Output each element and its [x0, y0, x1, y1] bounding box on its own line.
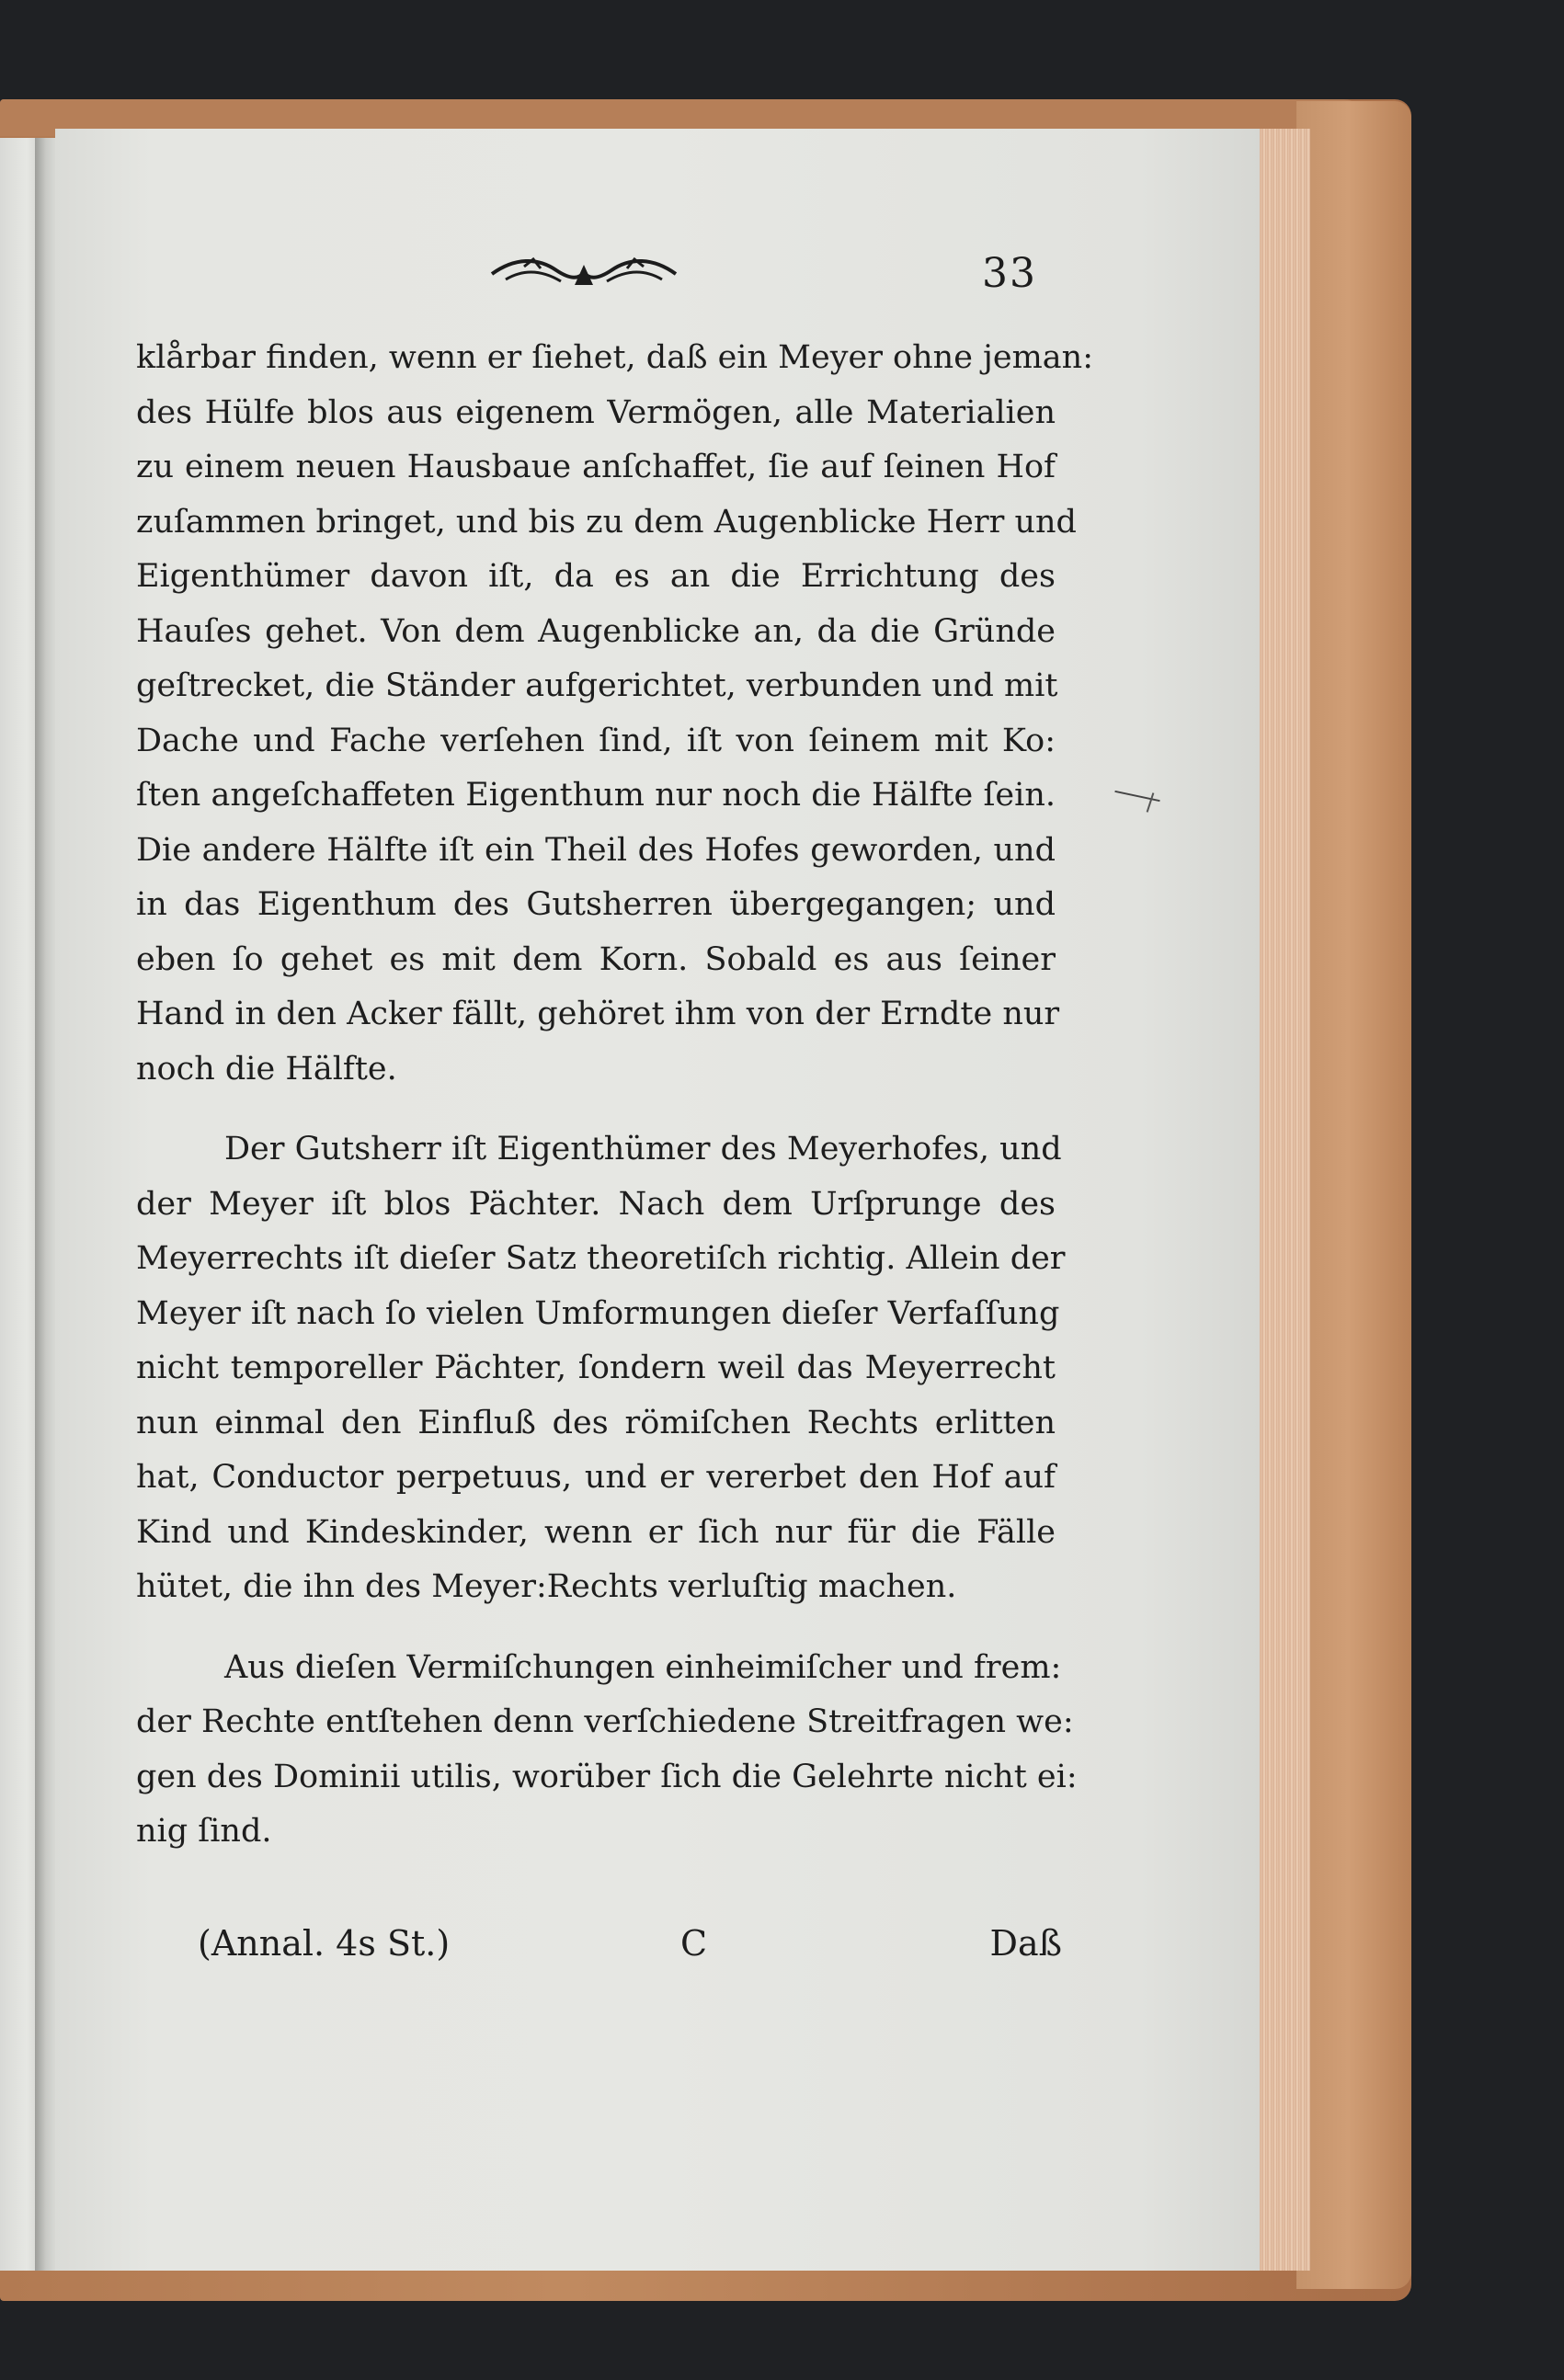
signature-mark: C [680, 1923, 708, 1964]
text-line: der Meyer iſt blos Pächter. Nach dem Urſprunge des [136, 1185, 1056, 1223]
text-line: klårbar finden, wenn er ſiehet, daß ein Meyer ohne jeman: [136, 339, 1093, 376]
text-line: nig ſind. [136, 1813, 272, 1850]
text-line: ſten angeſchaffeten Eigenthum nur noch die Hälfte ſein. [136, 777, 1056, 814]
page-footer [198, 1923, 1062, 1978]
page-number: 33 [982, 250, 1037, 297]
book-cover-right-edge [1296, 101, 1411, 2289]
text-line: Hand in den Acker fällt, gehöret ihm von der Erndte nur [136, 996, 1060, 1032]
text-line: nicht temporeller Pächter, ſondern weil das Meyerrecht [136, 1349, 1056, 1386]
text-line: Meyerrechts iſt dieſer Satz theoretiſch richtig. Allein der [136, 1240, 1066, 1277]
text-line: Der Gutsherr iſt Eigenthümer des Meyerhofes, und [224, 1131, 1062, 1167]
text-line: Eigenthümer davon iſt, da es an die Errichtung des [136, 558, 1056, 595]
text-line: geſtrecket, die Ständer aufgerichtet, verbunden und mit [136, 667, 1058, 704]
text-line: Hauſes gehet. Von dem Augenblicke an, da die Gründe [136, 612, 1056, 650]
text-line: zu einem neuen Hausbaue anſchaffet, ſie auf ſeinen Hof [136, 449, 1056, 485]
catchword: Daß [989, 1923, 1062, 1964]
page-edges [1255, 129, 1310, 2271]
ornament-headpiece-icon [487, 248, 680, 294]
text-line: Meyer iſt nach ſo vielen Umformungen dieſer Verfaſſung [136, 1294, 1060, 1332]
text-line: hütet, die ihn des Meyer:Rechts verluſtig machen. [136, 1568, 957, 1605]
text-line: gen des Dominii utilis, worüber ſich die Gelehrte nicht ei: [136, 1758, 1078, 1795]
text-line: Aus dieſen Vermiſchungen einheimiſcher und frem: [224, 1648, 1062, 1686]
text-line: zuſammen bringet, und bis zu dem Augenblicke Herr und [136, 503, 1077, 541]
text-line: Kind und Kindeskinder, wenn er ſich nur für die Fälle [136, 1513, 1056, 1551]
body-text [136, 331, 1093, 1860]
signature-line: (Annal. 4s St.) [198, 1923, 451, 1964]
text-line: noch die Hälfte. [136, 1050, 397, 1088]
text-line: der Rechte entſtehen denn verſchiedene Streitfragen we: [136, 1703, 1074, 1740]
text-line: des Hülfe blos aus eigenem Vermögen, alle Materialien [136, 393, 1056, 431]
text-line: eben ſo gehet es mit dem Korn. Sobald es aus ſeiner [136, 940, 1056, 978]
text-line: in das Eigenthum des Gutsherren übergegangen; und [136, 886, 1056, 923]
text-line: nun einmal den Einfluß des römiſchen Rechts erlitten [136, 1404, 1056, 1441]
text-line: hat, Conductor perpetuus, und er vererbet den Hof auf [136, 1459, 1056, 1496]
text-line: Die andere Hälfte iſt ein Theil des Hofes geworden, und [136, 831, 1056, 869]
text-line: Dache und Fache verſehen ſind, iſt von ſeinem mit Ko: [136, 722, 1056, 759]
